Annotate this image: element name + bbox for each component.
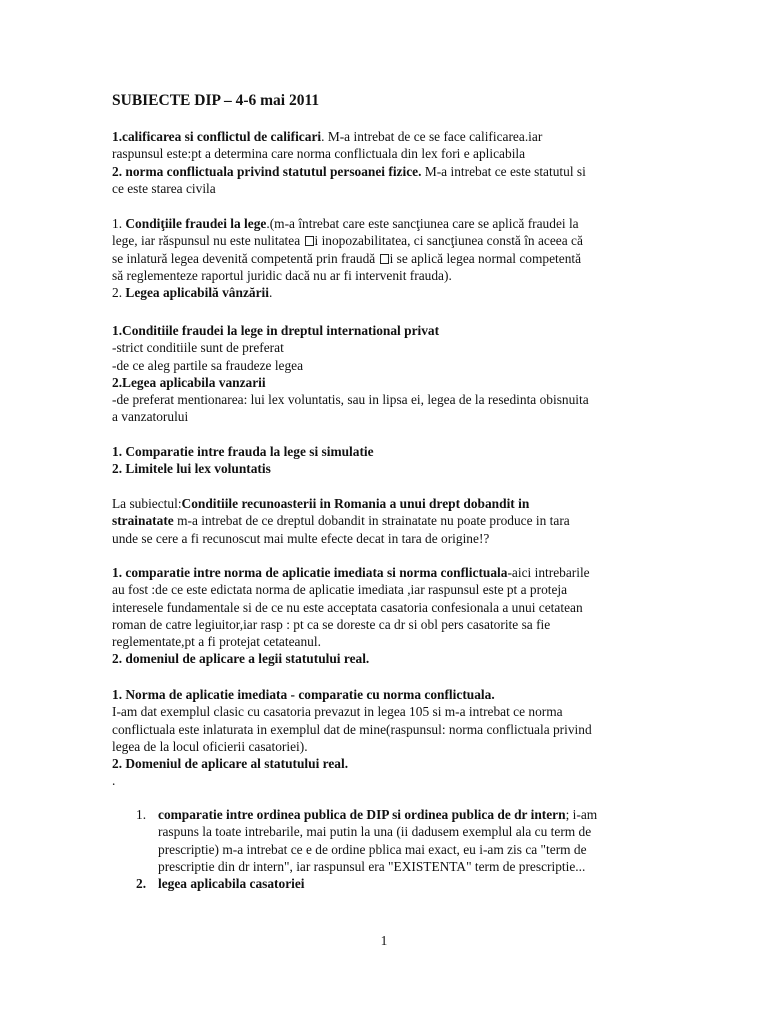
list-number: 2.	[136, 876, 147, 892]
paragraph-text: La subiectul:	[112, 496, 182, 511]
paragraph-text: raspuns la toate intrebarile, mai putin la una (ii dadusem exemplul ala cu term de	[158, 824, 592, 840]
question-heading: 1. Comparatie intre frauda la lege si simulatie	[112, 444, 374, 459]
question-heading: 1.Conditiile fraudei la lege in dreptul international privat	[112, 323, 440, 338]
paragraph-text: I-am dat exemplul clasic cu casatoria prevazut in legea 105 si m-a intrebat ce norma	[112, 704, 563, 720]
paragraph-text: ; i-am	[565, 807, 598, 822]
question-heading: 2. Limitele lui lex voluntatis	[112, 461, 271, 477]
list-item	[136, 806, 656, 875]
question-heading: Legea aplicabilă vânzării	[125, 285, 269, 301]
paragraph-text: interesele fundamentale si de ce nu este acceptata casatoria confesionala a unui cetatean	[112, 599, 583, 615]
question-heading: 2. domeniul de aplicare a legii statutului real.	[112, 651, 370, 667]
paragraph-text: .(m-a întrebat care este sancţiunea care se aplică fraudei la	[266, 216, 579, 231]
paragraph-text: conflictuala este inlaturata in exemplul dat de mine(raspunsul: norma conflictuala privind	[112, 721, 592, 737]
question-heading: comparatie intre ordinea publica de DIP si ordinea publica de dr intern	[158, 807, 566, 822]
section-3	[112, 322, 652, 426]
list-number: 1.	[136, 807, 147, 822]
paragraph-text: m-a intrebat de ce dreptul dobandit in strainatate nu poate produce in tara	[173, 513, 570, 529]
paragraph-text: i se aplică legea normal competentă	[389, 250, 582, 266]
paragraph-text: se inlatură legea devenită competentă prin fraudă	[112, 250, 379, 266]
paragraph-text: -aici intrebarile	[507, 565, 590, 580]
question-heading: Conditiile recunoasterii in Romania a unui drept dobandit in	[181, 496, 530, 511]
paragraph-text: .	[268, 285, 273, 301]
question-heading: 2. norma conflictuala privind statutul persoanei fizice.	[112, 163, 422, 179]
paragraph-text: a vanzatorului	[112, 409, 189, 425]
question-heading: legea aplicabila casatoriei	[158, 876, 305, 892]
section-5	[112, 495, 652, 547]
list-item	[136, 875, 656, 892]
question-heading: 2.Legea aplicabila vanzarii	[112, 374, 266, 390]
question-heading: 1.calificarea si conflictul de calificari	[112, 129, 322, 144]
paragraph-text: prescriptie) m-a intrebat ce e de ordine pblica mai exact, eu i-am zis ca "term de	[158, 841, 587, 857]
paragraph-text: raspunsul este:pt a determina care norma conflictuala din lex fori e aplicabila	[112, 146, 526, 162]
paragraph-text: prescriptie din dr intern", iar raspunsul era "EXISTENTA" term de prescriptie...	[158, 858, 586, 874]
paragraph-text: i inopozabilitatea, ci sancţiunea constă în aceea că	[314, 233, 583, 249]
paragraph-text: lege, iar răspunsul nu este nulitatea	[112, 233, 304, 249]
list-number: 2.	[112, 285, 126, 301]
numbered-list	[136, 806, 656, 892]
paragraph-text: -de preferat mentionarea: lui lex voluntatis, sau in lipsa ei, legea de la resedinta obisnuita	[112, 392, 589, 408]
page-number: 1	[380, 933, 388, 948]
section-1	[112, 128, 652, 197]
paragraph-text: M-a intrebat ce este statutul si	[421, 163, 586, 179]
paragraph-text: . M-a intrebat de ce se face calificarea.iar	[321, 129, 543, 144]
paragraph-text: .	[112, 773, 116, 789]
section-2	[112, 215, 652, 301]
paragraph-text: unde se cere a fi recunoscut mai multe efecte decat in tara de origine!?	[112, 530, 490, 546]
section-6	[112, 564, 652, 668]
paragraph-text: ce este starea civila	[112, 180, 216, 196]
missing-glyph-icon	[380, 254, 389, 264]
paragraph-text: reglementate,pt a fi protejat cetateanul.	[112, 634, 321, 650]
question-heading: 2. Domeniul de aplicare al statutului real.	[112, 756, 349, 772]
question-heading: 1. Norma de aplicatie imediata - comparatie cu norma conflictuala.	[112, 687, 495, 702]
section-4	[112, 443, 652, 478]
section-7	[112, 686, 652, 790]
list-number: 1.	[112, 216, 126, 231]
paragraph-text: legea de la locul oficierii casatoriei).	[112, 738, 308, 754]
paragraph-text: -strict conditiile sunt de preferat	[112, 340, 284, 356]
paragraph-text: au fost :de ce este edictata norma de aplicatie imediata ,iar raspunsul este pt a proteja	[112, 582, 568, 598]
paragraph-text: roman de catre legiuitor,iar rasp : pt ca se doreste ca dr si obl pers casatorite sa fie	[112, 616, 551, 632]
missing-glyph-icon	[305, 236, 314, 246]
question-heading: Condiţiile fraudei la lege	[125, 216, 267, 231]
paragraph-text: -de ce aleg partile sa fraudeze legea	[112, 357, 304, 373]
question-heading: 1. comparatie intre norma de aplicatie imediata si norma conflictuala	[112, 565, 508, 580]
paragraph-text: să reglementeze raportul juridic dacă nu ar fi intervenit frauda).	[112, 267, 452, 283]
page-title: SUBIECTE DIP – 4-6 mai 2011	[112, 92, 320, 109]
question-heading: strainatate	[112, 513, 174, 529]
